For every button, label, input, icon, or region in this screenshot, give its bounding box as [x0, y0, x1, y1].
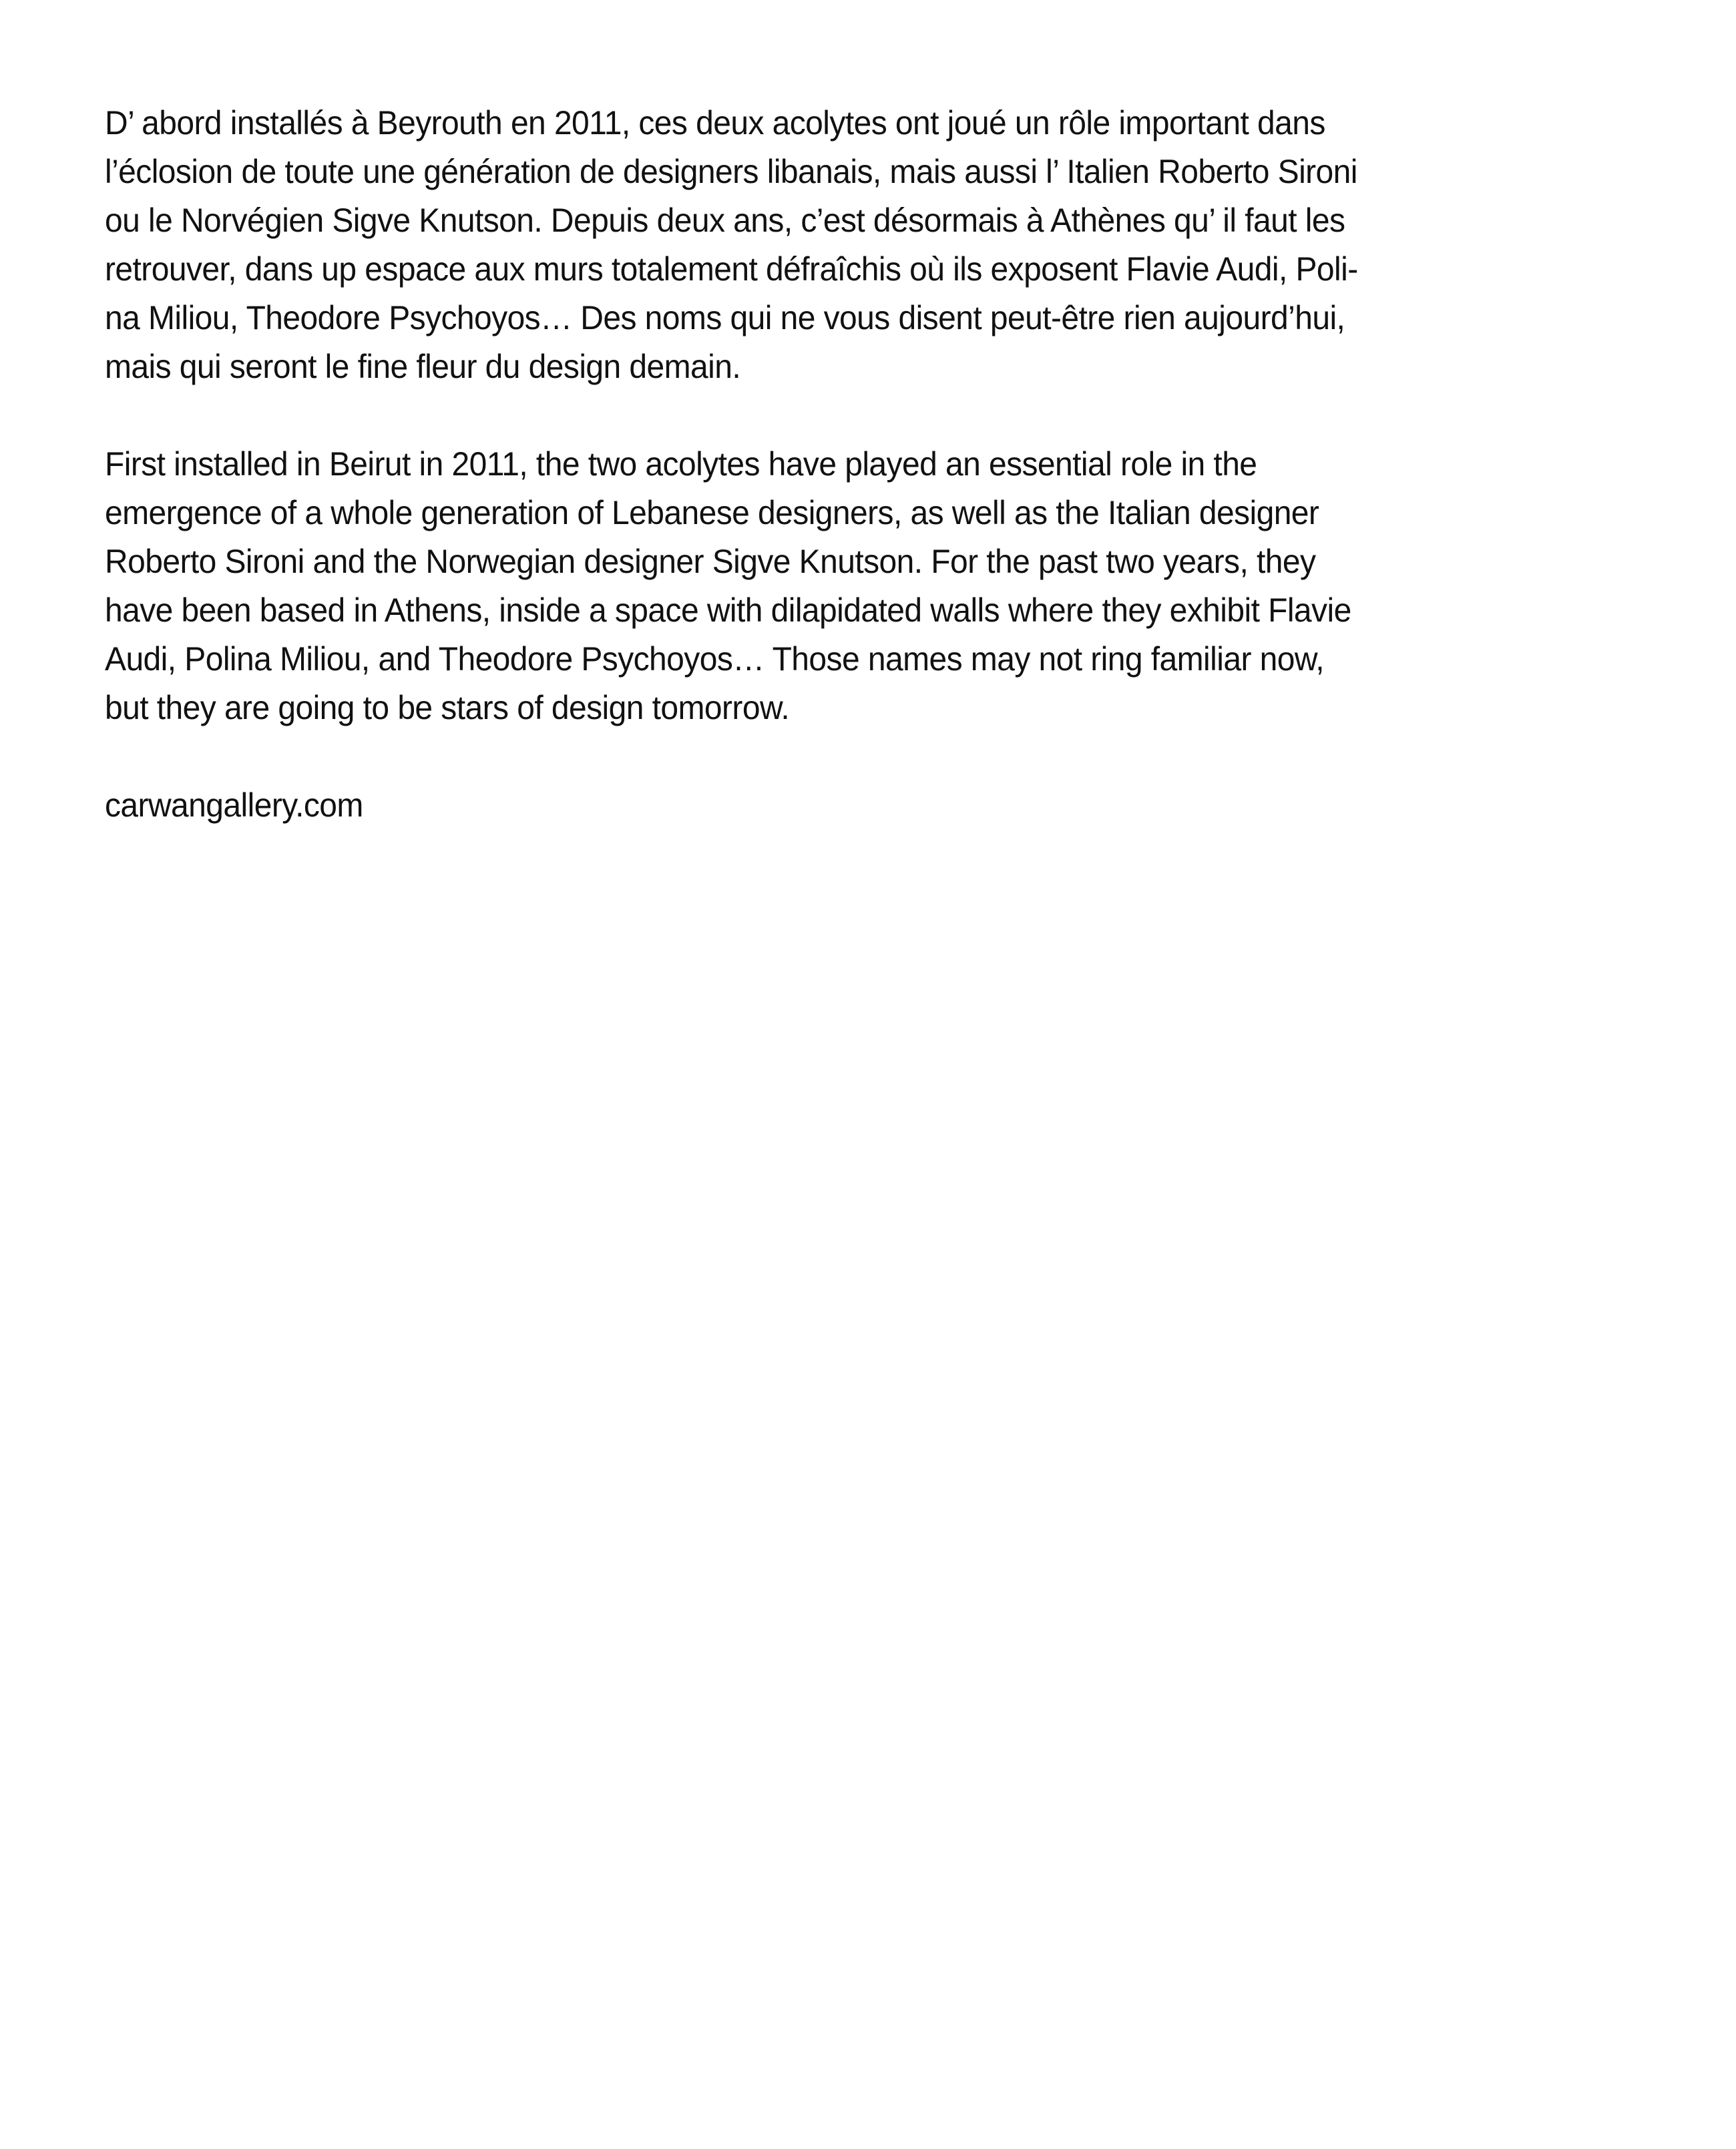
- text-line: na Miliou, Theodore Psychoyos… Des noms qui ne vous disent peut-être rien aujourd’hui,: [105, 299, 1345, 336]
- text-line: D’ abord installés à Beyrouth en 2011, ces deux acolytes ont joué un rôle important dans: [105, 104, 1325, 142]
- text-line: retrouver, dans up espace aux murs totalement défraîchis où ils exposent Flavie Audi, Poli-: [105, 250, 1358, 288]
- text-line: ou le Norvégien Sigve Knutson. Depuis deux ans, c’est désormais à Athènes qu’ il faut les: [105, 202, 1345, 239]
- text-line: emergence of a whole generation of Lebanese designers, as well as the Italian designer: [105, 494, 1319, 531]
- paragraph-english: [105, 440, 1641, 732]
- text-line: Audi, Polina Miliou, and Theodore Psychoyos… Those names may not ring familiar now,: [105, 640, 1325, 678]
- paragraph-french: [105, 99, 1641, 391]
- text-line: mais qui seront le fine fleur du design demain.: [105, 348, 741, 385]
- article-page: [105, 99, 1641, 830]
- text-line: have been based in Athens, inside a space with dilapidated walls where they exhibit Flavie: [105, 591, 1351, 629]
- website-link: carwangallery.com: [105, 786, 363, 824]
- text-line: but they are going to be stars of design tomorrow.: [105, 689, 790, 726]
- text-line: First installed in Beirut in 2011, the two acolytes have played an essential role in the: [105, 445, 1257, 483]
- website-block: [105, 781, 1641, 830]
- text-line: l’éclosion de toute une génération de designers libanais, mais aussi l’ Italien Roberto Sironi: [105, 153, 1357, 190]
- text-line: Roberto Sironi and the Norwegian designer Sigve Knutson. For the past two years, they: [105, 543, 1316, 580]
